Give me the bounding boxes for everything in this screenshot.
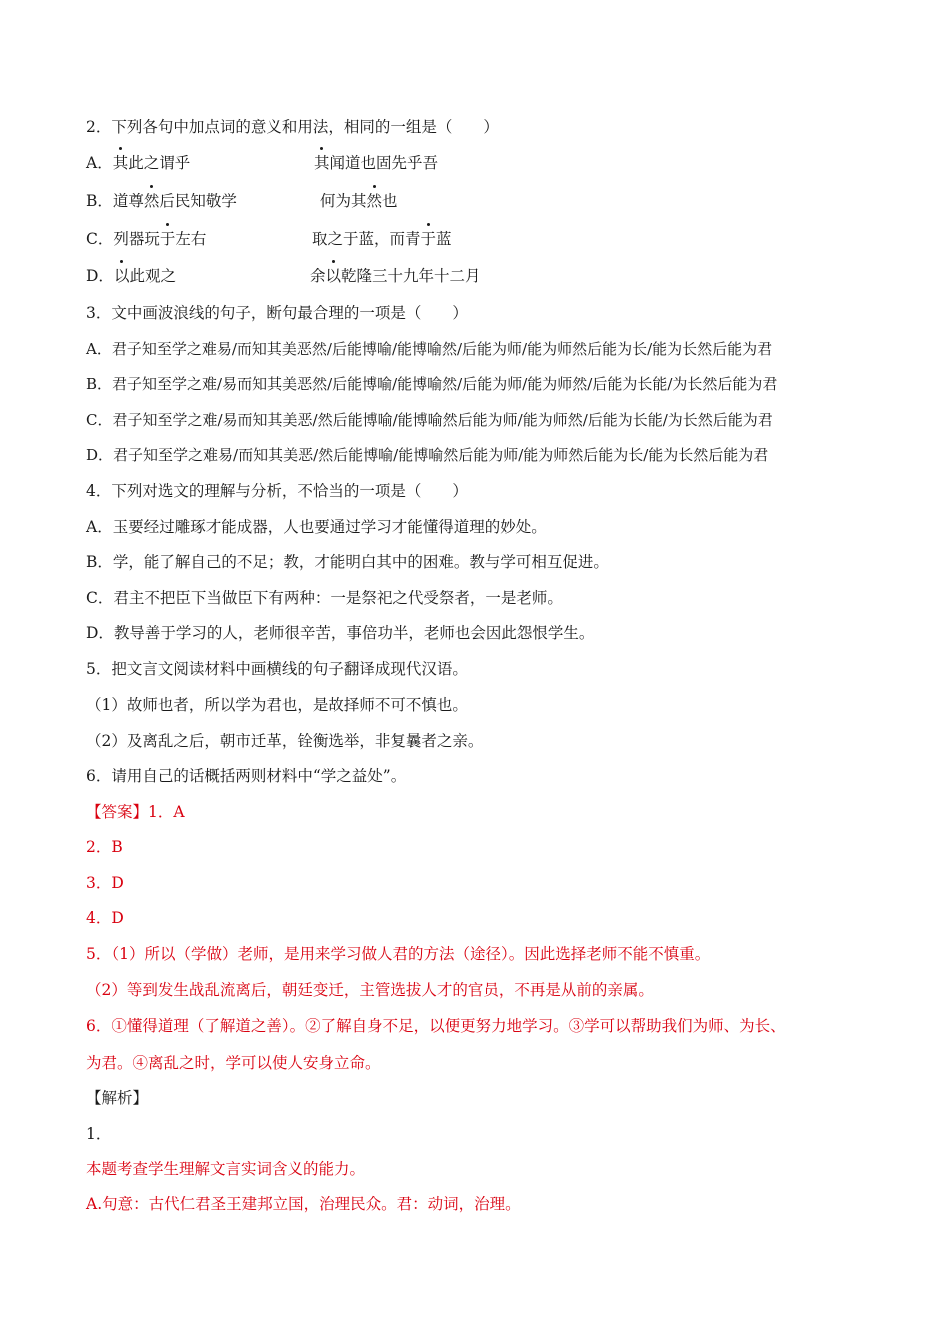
analysis-number: 1． [86, 1125, 112, 1143]
q3-option-b: B．君子知至学之难/易而知其美恶然/后能博喻/能博喻然/后能为师/能为师然/后能为长能/为长然后能为君 [86, 375, 778, 393]
dotted-word: 以 [325, 267, 342, 285]
q4-option-d: D．教导善于学习的人，老师很辛苦，事倍功半，老师也会因此怨恨学生。 [86, 624, 595, 642]
dotted-word: 于 [159, 230, 176, 248]
answer-4: 4．D [86, 909, 124, 927]
q5-item-2: （2）及离乱之后，朝市迁革，铨衡选举，非复曩者之亲。 [86, 732, 484, 750]
q4-option-b: B．学，能了解自己的不足；教，才能明白其中的困难。教与学可相互促进。 [86, 553, 609, 571]
q5-item-1: （1）故师也者，所以学为君也，是故择师不可不慎也。 [86, 696, 468, 714]
dotted-word: 以 [113, 267, 130, 285]
dotted-word: 其 [314, 154, 330, 172]
dotted-word: 然 [366, 192, 383, 210]
q3-option-c: C．君子知至学之难/易而知其美恶/然后能博喻/能博喻然后能为师/能为师然/后能为长能/为长然后能为君 [86, 411, 773, 429]
answer-5-2: （2）等到发生战乱流离后，朝廷变迁，主管选拔人才的官员，不再是从前的亲属。 [86, 981, 654, 999]
q4-option-a: A．玉要经过雕琢才能成器，人也要通过学习才能懂得道理的妙处。 [86, 518, 547, 536]
answer-3: 3．D [86, 874, 124, 892]
q4-option-c: C．君主不把臣下当做臣下有两种：一是祭祀之代受祭者，一是老师。 [86, 589, 563, 607]
q3-option-a: A．君子知至学之难易/而知其美恶然/后能博喻/能博喻然/后能为师/能为师然后能为长/能为长然后能为君 [86, 340, 773, 358]
dotted-word: 于 [420, 230, 437, 248]
q2-stem: 2．下列各句中加点词的意义和用法，相同的一组是（ ） [86, 118, 499, 136]
q2-option-b: B．道尊然后民知敬学 何为其然也 [86, 192, 398, 210]
q6-stem: 6．请用自己的话概括两则材料中“学之益处”。 [86, 767, 407, 785]
analysis-a: A.句意：古代仁君圣王建邦立国，治理民众。君：动词，治理。 [86, 1195, 521, 1213]
q4-stem: 4．下列对选文的理解与分析，不恰当的一项是（ ） [86, 482, 468, 500]
answer-header: 【答案】1．A [86, 803, 185, 821]
analysis-intro: 本题考查学生理解文言实词含义的能力。 [86, 1160, 366, 1178]
q2-option-c: C．列器玩于左右 取之于蓝，而青于蓝 [86, 230, 452, 248]
dotted-word: 其 [112, 154, 129, 172]
q5-stem: 5．把文言文阅读材料中画横线的句子翻译成现代汉语。 [86, 660, 468, 678]
answer-6-line1: 6．①懂得道理（了解道之善）。②了解自身不足，以便更努力地学习。③学可以帮助我们为师、为长、 [86, 1017, 786, 1035]
q2-option-a: A．其此之谓乎 其闻道也固先乎吾 [86, 154, 439, 172]
q3-option-d: D．君子知至学之难易/而知其美恶/然后能博喻/能博喻然后能为师/能为师然后能为长/能为长然后能为君 [86, 446, 769, 464]
analysis-header: 【解析】 [86, 1089, 149, 1107]
answer-2: 2．B [86, 838, 123, 856]
q2-option-d: D．以此观之 余以乾隆三十九年十二月 [86, 267, 481, 285]
answer-6-line2: 为君。④离乱之时，学可以使人安身立命。 [86, 1054, 381, 1072]
answer-5-1: 5．（1）所以（学做）老师，是用来学习做人君的方法（途径）。因此选择老师不能不慎重。 [86, 945, 711, 963]
dotted-word: 然 [143, 192, 160, 210]
q3-stem: 3．文中画波浪线的句子，断句最合理的一项是（ ） [86, 304, 468, 322]
